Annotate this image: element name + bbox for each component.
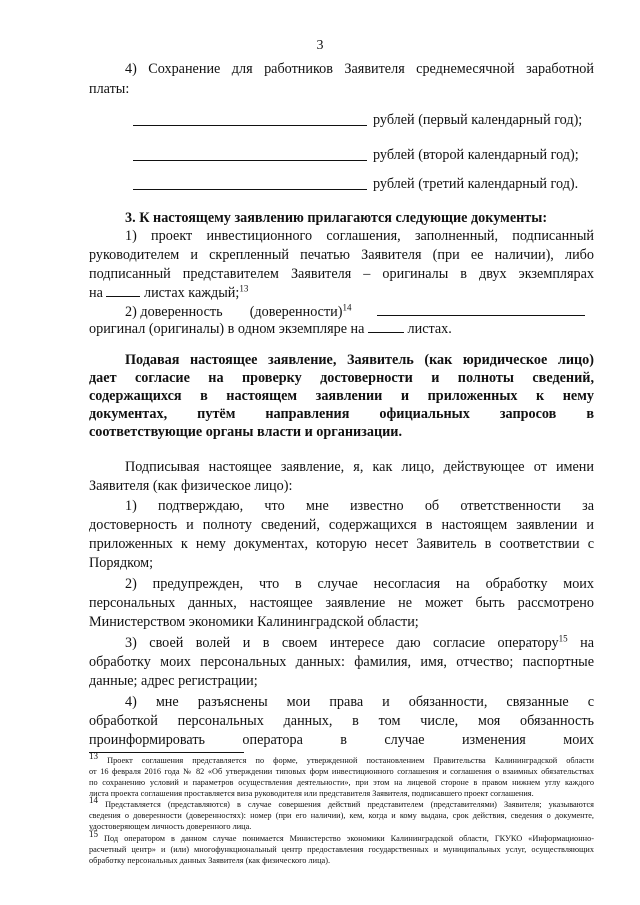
footnote-15-text-a: Под оператором в данном случае понимается Министерство экономики Калининградской области, ГКУКО «Информационно- — [103, 834, 594, 843]
sec4-line2: платы: — [89, 81, 130, 97]
sec3-line6 — [89, 320, 594, 339]
power-of-attorney-blank — [377, 303, 585, 316]
rub-blank-1 — [133, 125, 367, 126]
footnote-15-a — [89, 829, 594, 845]
sec3-line3: подписанный представителем Заявителя – оригиналы в двух экземплярах — [89, 266, 594, 282]
sec3-line2: руководителем и скрепленный печатью Заявителя (при ее наличии), либо — [89, 247, 594, 263]
footnote-13-c: по сохранению условий и параметров осуществления деятельности», при этом на лицевой стороне в правом нижнем углу каждого — [89, 778, 594, 787]
item2-c: Министерством экономики Калининградской области; — [89, 614, 419, 630]
footnote-13-d: листа проекта соглашения проставляется виза руководителя или представителя Заявителя, подписавшего проект соглашения. — [89, 789, 534, 798]
item3-a-text: 3) своей волей и в своем интересе даю согласие оператору — [125, 635, 559, 651]
rub-blank-3 — [133, 189, 367, 190]
footnote-13-b: от 16 февраля 2016 года № 82 «Об утверждении типовых форм инвестиционного соглашения и соглашения о взаимных обязательствах — [89, 767, 594, 776]
body-p0-a: Подписывая настоящее заявление, я, как лицо, действующее от имени — [125, 459, 594, 475]
footnote-separator — [89, 752, 244, 753]
footnote-ref-15: 15 — [558, 633, 568, 644]
item3-a-na: на — [580, 635, 595, 651]
item3-c: данные; адрес регистрации; — [89, 673, 258, 689]
item3-a — [125, 634, 594, 653]
item4-b: обработкой персональных данных, в том числе, моя обязанность — [89, 713, 594, 729]
rub-label-1: рублей (первый календарный год); — [373, 112, 583, 128]
footnote-ref-14: 14 — [342, 302, 352, 313]
footnote-15-c: обработку персональных данных Заявителя (как физического лица). — [89, 856, 331, 865]
page-number: 3 — [316, 38, 324, 53]
sec3-heading: 3. К настоящему заявлению прилагаются следующие документы: — [125, 210, 548, 226]
sec3-line1: 1) проект инвестиционного соглашения, заполненный, подписанный — [125, 228, 594, 244]
consent-line-5: соответствующие органы власти и организации. — [89, 424, 403, 440]
sec3-line5-dov: 2) доверенность — [125, 304, 223, 320]
footnote-13-number: 13 — [89, 751, 98, 762]
item2-a: 2) предупрежден, что в случае несогласия на обработку моих — [125, 576, 594, 592]
sec3-line4-na: на — [89, 285, 103, 301]
item1-d: Порядком; — [89, 555, 154, 571]
sec3-line6-a: оригинал (оригиналы) в одном экземпляре на — [89, 321, 365, 337]
rub-label-2: рублей (второй календарный год); — [373, 147, 579, 163]
sec3-line4 — [89, 284, 594, 303]
consent-line-4: документах, путём направления официальных запросов в — [89, 406, 594, 422]
rub-label-3: рублей (третий календарный год). — [373, 176, 579, 192]
consent-line-1: Подавая настоящее заявление, Заявитель (как юридическое лицо) — [125, 352, 594, 368]
footnote-14-number: 14 — [89, 795, 98, 806]
footnote-15-number: 15 — [89, 829, 98, 840]
footnote-13-a — [89, 751, 594, 767]
consent-line-2: дает согласие на проверку достоверности и полноты сведений, — [89, 370, 594, 386]
item3-b: обработку моих персональных данных: фамилия, имя, отчество; паспортные — [89, 654, 594, 670]
item1-c: приложенных к нему документах, которую несет Заявитель в соответствии с — [89, 536, 594, 552]
sheets-blank-2 — [368, 320, 404, 333]
footnote-14-a — [89, 795, 594, 811]
consent-line-3: содержащихся в настоящем заявлении и приложенных к нему — [89, 388, 594, 404]
sheets-blank-1 — [106, 284, 140, 297]
footnote-13-text-a: Проект соглашения представляется по форме, утвержденной постановлением Правительства Калининградской области — [107, 756, 594, 765]
sec3-line6-b: листах. — [407, 321, 452, 337]
footnote-14-b: сведения о доверенности (доверенностях): номер (при его наличии), кем, когда и кому выдана, срок действия, сведения о документе, — [89, 811, 594, 820]
sec3-line4-rest: листах каждый; — [143, 285, 240, 301]
footnote-14-c: удостоверяющем личность доверенного лица. — [89, 822, 252, 831]
footnote-15-b: расчетный центр» и (или) многофункциональный центр предоставления государственных и муниципальных услуг, осуществляющих — [89, 845, 594, 854]
footnote-ref-13: 13 — [239, 283, 249, 294]
sec4-line1: 4) Сохранение для работников Заявителя среднемесячной заработной — [125, 61, 594, 77]
item2-b: персональных данных, настоящее заявление не может быть рассмотрено — [89, 595, 594, 611]
sec3-line5-dovs: (доверенности) — [249, 304, 343, 320]
item1-a: 1) подтверждаю, что мне известно об ответственности за — [125, 498, 594, 514]
item1-b: достоверность и полноту сведений, содержащихся в настоящем заявлении и — [89, 517, 594, 533]
item4-c: проинформировать оператора в случае изменения моих — [89, 732, 594, 748]
rub-blank-2 — [133, 160, 367, 161]
footnote-14-text-a: Представляется (представляются) в случае совершения действий представителем (представителями) Заявителя; указываются — [105, 800, 594, 809]
item4-a: 4) мне разъяснены мои права и обязанности, связанные с — [125, 694, 594, 710]
body-p0-b: Заявителя (как физическое лицо): — [89, 478, 293, 494]
